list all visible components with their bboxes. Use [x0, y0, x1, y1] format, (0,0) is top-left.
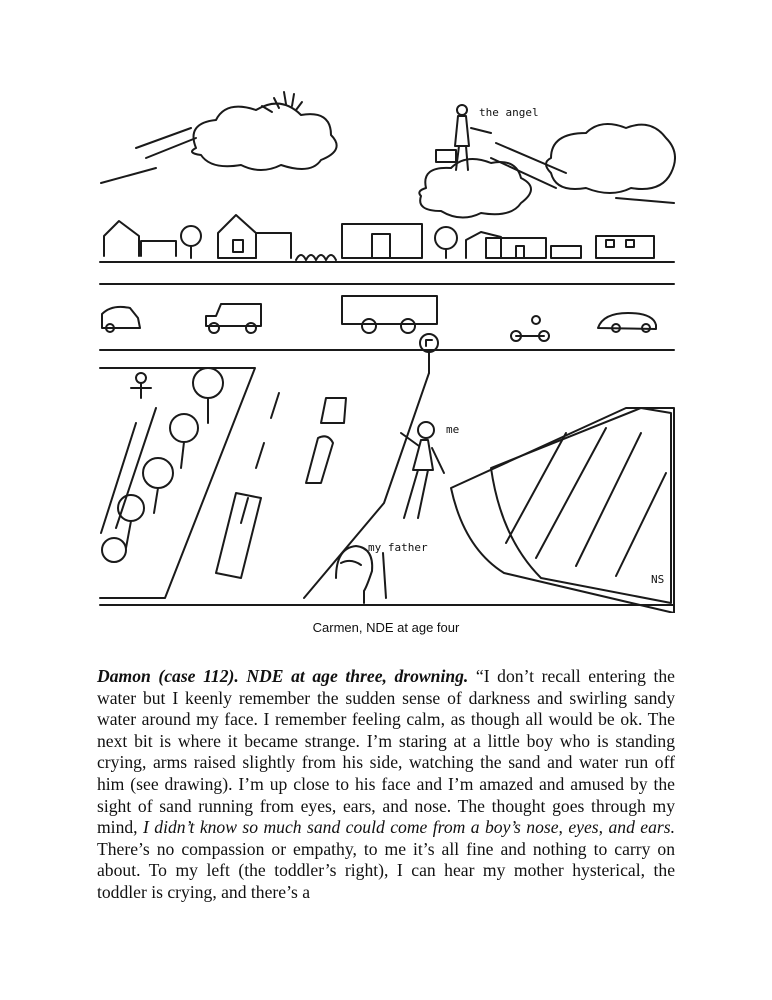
sky-lines — [101, 128, 674, 203]
label-me: me — [446, 423, 460, 436]
passage-thought-italic: I didn’t know so much sand could come from a boy’s nose, eyes, and ears. — [143, 817, 676, 838]
stick-figure-left — [131, 373, 151, 398]
car-center-top — [321, 398, 346, 423]
case-passage — [97, 666, 675, 904]
car-center-middle — [306, 436, 333, 483]
bus-center — [216, 493, 261, 578]
passage-text-part1: “I don’t recall entering the water but I keenly remember the sudden sense of darkness and swirling sandy water around my face. I remember feeling calm, as though all would be ok. The next bit is where it became strange. I’m staring at a little boy who is standing crying, arms raised slightly from his side, watching the sand and water run off him (see drawing). I’m up close to his face and I’m amazed and amused by the sight of sand running from eyes, ears, and nose. The thought goes through my mind, — [97, 666, 675, 838]
father-figure — [336, 546, 372, 603]
case-heading: Damon (case 112). NDE at age three, drowning. — [97, 666, 469, 686]
cloud-right — [546, 124, 675, 193]
road-sign — [420, 334, 438, 373]
child-drawing — [96, 88, 676, 613]
skyline-buildings — [104, 215, 654, 260]
sun-rays — [262, 92, 302, 112]
left-sidewalk — [100, 368, 255, 598]
left-trees — [102, 368, 223, 562]
field-hatching — [506, 428, 666, 576]
left-fence — [101, 423, 136, 533]
road-vehicles — [102, 296, 656, 341]
cloud-left — [192, 104, 337, 170]
label-angel: the angel — [479, 106, 539, 119]
label-father: my father — [368, 541, 428, 554]
figure-caption: Carmen, NDE at age four — [312, 620, 460, 635]
center-lane-edge — [304, 373, 429, 598]
artist-signature: NS — [651, 573, 665, 586]
passage-text-part2: There’s no compassion or empathy, to me it’s all fine and nothing to carry on about. To my left (the toddler’s right), I can hear my mother hysterical, the toddler is crying, and there’s a — [97, 838, 675, 902]
